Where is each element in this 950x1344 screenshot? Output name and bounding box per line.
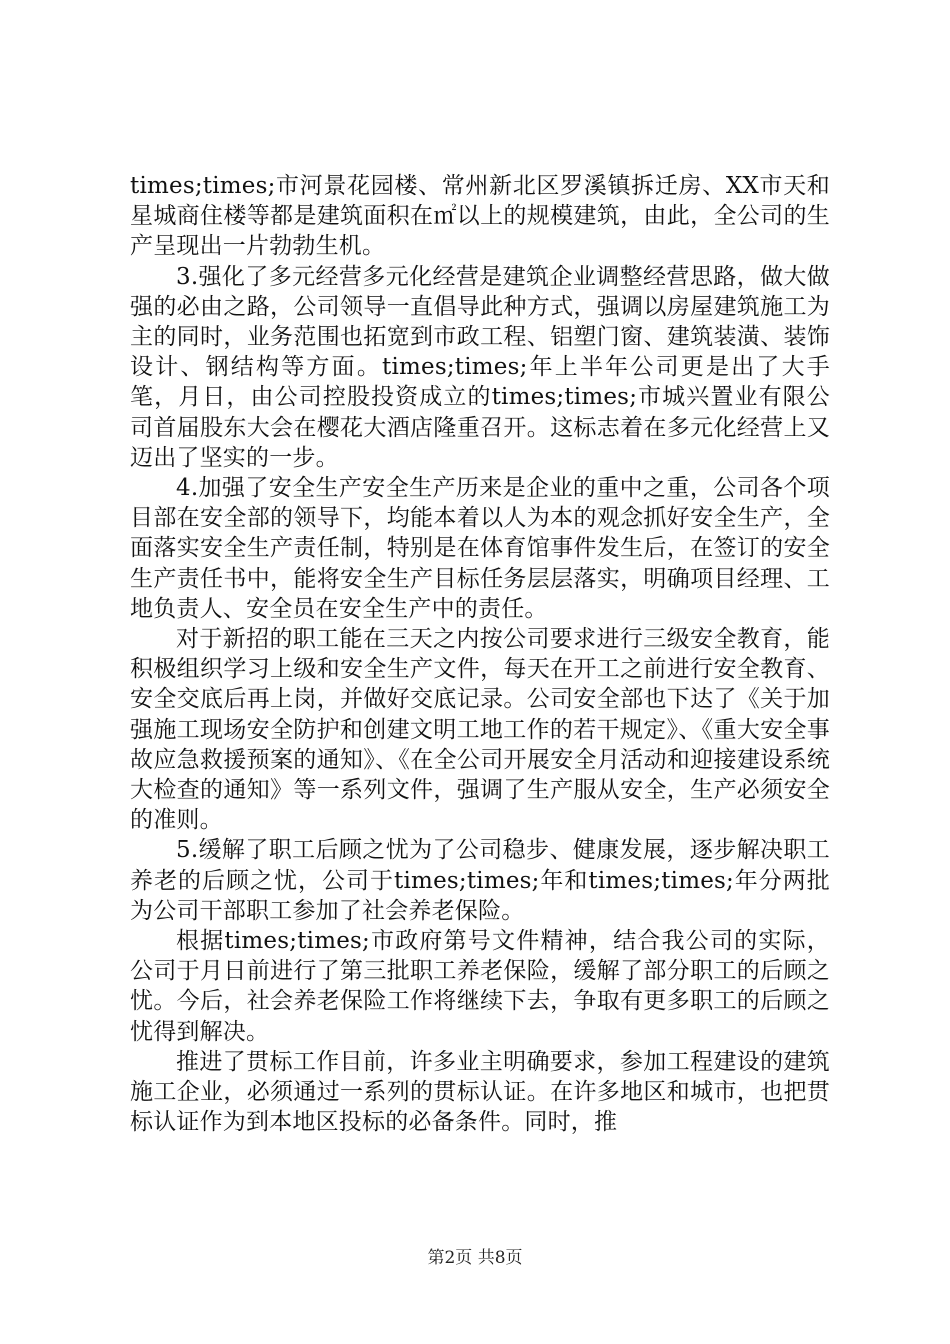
document-body [130,171,830,1138]
paragraph-continued: times;times;市河景花园楼、常州新北区罗溪镇拆迁房、XX市天和星城商住楼等都是建筑面积在㎡以上的规模建筑，由此，全公司的生产呈现出一片勃勃生机。 [130,173,830,260]
paragraph-pension-third-batch: 根据times;times;市政府第号文件精神，结合我公司的实际，公司于月日前进行了第三批职工养老保险，缓解了部分职工的后顾之忧。今后，社会养老保险工作将继续下去，争取有更多职工的后顾之忧得到解决。 [130,928,830,1045]
paragraph-certification: 推进了贯标工作目前，许多业主明确要求，参加工程建设的建筑施工企业，必须通过一系列的贯标认证。在许多地区和城市，也把贯标认证作为到本地区投标的必备条件。同时，推 [130,1048,830,1136]
paragraph-safety-production: 4.加强了安全生产安全生产历来是企业的重中之重，公司各个项目部在安全部的领导下，均能本着以人为本的观念抓好安全生产，全面落实安全生产责任制，特别是在体育馆事件发生后，在签订的安全生产责任书中，能将安全生产目标任务层层落实，明确项目经理、工地负责人、安全员在安全生产中的责任。 [130,475,830,622]
paragraph-safety-education: 对于新招的职工能在三天之内按公司要求进行三级安全教育，能积极组织学习上级和安全生产文件，每天在开工之前进行安全教育、安全交底后再上岗，并做好交底记录。公司安全部也下达了《关于加强施工现场安全防护和创建文明工地工作的若干规定》、《重大安全事故应急救援预案的通知》、《在全公司开展安全月活动和迎接建设系统大检查的通知》等一系列文件，强调了生产服从安全，生产必须安全的准则。 [130,626,830,834]
paragraph-diversified-operation: 3.强化了多元经营多元化经营是建筑企业调整经营思路，做大做强的必由之路，公司领导一直倡导此种方式，强调以房屋建筑施工为主的同时，业务范围也拓宽到市政工程、铝塑门窗、建筑装潢、装饰设计、钢结构等方面。times;times;年上半年公司更是出了大手笔，月日，由公司控股投资成立的times;times;市城兴置业有限公司首届股东大会在樱花大酒店隆重召开。这标志着在多元化经营上又迈出了坚实的一步。 [130,263,830,471]
paragraph-pension-relief: 5.缓解了职工后顾之忧为了公司稳步、健康发展，逐步解决职工养老的后顾之忧，公司于times;times;年和times;times;年分两批为公司干部职工参加了社会养老保险。 [130,837,830,924]
page-number-footer: 第2页 共8页 [427,1248,523,1268]
